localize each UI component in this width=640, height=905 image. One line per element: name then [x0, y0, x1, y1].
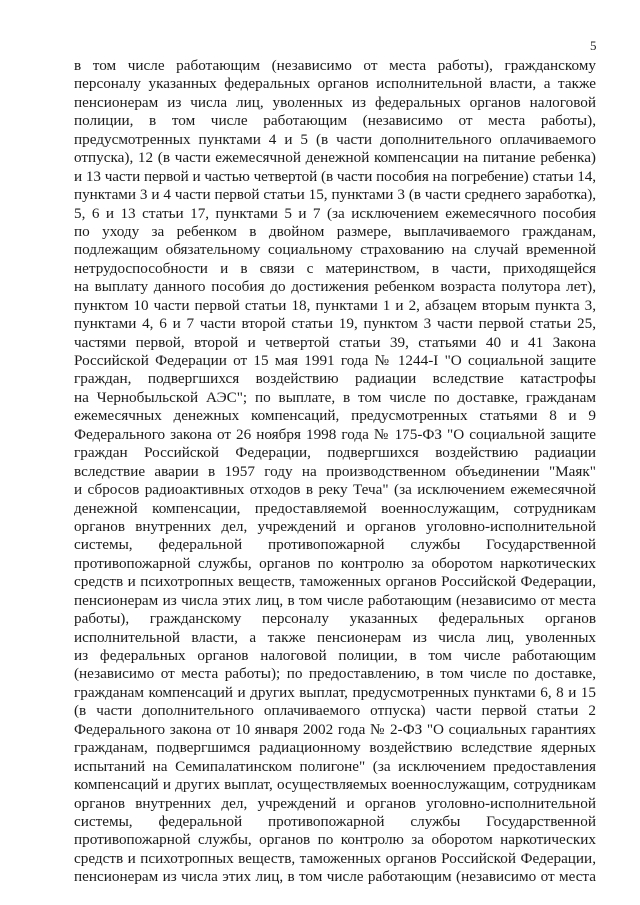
- text-line: средств и психотропных веществ, таможенных органов Российской Федерации,: [74, 849, 596, 867]
- text-line: и сбросов радиоактивных отходов в реку Теча" (за исключением ежемесячной: [74, 481, 596, 499]
- text-line: органов внутренних дел, учреждений и органов уголовно-исполнительной: [74, 794, 596, 812]
- page-number: 5: [590, 38, 597, 53]
- text-line: в том числе работающим (независимо от места работы), гражданскому: [74, 57, 596, 74]
- text-line: системы, федеральной противопожарной службы Государственной: [74, 536, 596, 554]
- text-line: компенсаций и других выплат, осуществляемых военнослужащим, сотрудникам: [74, 776, 596, 794]
- text-line: средств и психотропных веществ, таможенных органов Российской Федерации,: [74, 573, 596, 591]
- text-line: органов внутренних дел, учреждений и органов уголовно-исполнительной: [74, 517, 596, 535]
- text-line: отпуска), 12 (в части ежемесячной денежной компенсации на питание ребенка): [74, 149, 596, 167]
- text-line: полиции, в том числе работающим (независимо от места работы),: [74, 112, 596, 130]
- text-line: пенсионерам из числа этих лиц, в том числе работающим (независимо от места: [74, 591, 596, 609]
- text-line: гражданам, подвергшимся радиационному воздействию вследствие ядерных: [74, 739, 596, 757]
- text-line: гражданам компенсаций и других выплат, предусмотренных пунктами 6, 8 и 15: [74, 683, 596, 701]
- text-line: из федеральных органов налоговой полиции, в том числе работающим: [74, 647, 596, 664]
- text-line: пунктами 3 и 4 части первой статьи 15, пунктами 3 (в части среднего заработка),: [74, 186, 596, 204]
- text-line: пенсионерам из числа этих лиц, в том числе работающим (независимо от места: [74, 868, 596, 886]
- text-line: (в части дополнительного оплачиваемого отпуска) части первой статьи 2: [74, 702, 596, 720]
- text-line: пунктами 4, 6 и 7 части второй статьи 19, пунктом 3 части первой статьи 25,: [74, 315, 596, 333]
- body-paragraph: [74, 57, 596, 887]
- text-line: подлежащим обязательному социальному страхованию на случай временной: [74, 241, 596, 259]
- text-line: пунктом 10 части первой статьи 18, пунктами 1 и 2, абзацем вторым пункта 3,: [74, 296, 596, 314]
- text-line: противопожарной службы, органов по контролю за оборотом наркотических: [74, 554, 596, 572]
- text-line: (независимо от места работы); по предоставлению, в том числе по доставке,: [74, 665, 596, 683]
- text-line: Федерального закона от 10 января 2002 года № 2-ФЗ "О социальных гарантиях: [74, 720, 596, 738]
- text-line: 5, 6 и 13 статьи 17, пунктами 5 и 7 (за исключением ежемесячного пособия: [74, 204, 596, 222]
- text-line: испытаний на Семипалатинском полигоне" (за исключением предоставления: [74, 757, 596, 775]
- text-line: нетрудоспособности и в связи с материнством, в части, приходящейся: [74, 259, 596, 277]
- text-line: Федерального закона от 26 ноября 1998 года № 175-ФЗ "О социальной защите: [74, 425, 596, 443]
- text-line: на выплату данного пособия до достижения ребенком возраста полутора лет),: [74, 278, 596, 296]
- text-line: работы), гражданскому персоналу указанных федеральных органов: [74, 610, 596, 628]
- text-line: денежной компенсации, предоставляемой военнослужащим, сотрудникам: [74, 499, 596, 517]
- text-line: Российской Федерации от 15 мая 1991 года № 1244-I "О социальной защите: [74, 352, 596, 369]
- text-line: и 13 части первой и частью четвертой (в части пособия на погребение) статьи 14,: [74, 167, 596, 185]
- text-line: системы, федеральной противопожарной службы Государственной: [74, 812, 596, 830]
- text-line: ежемесячных денежных компенсаций, предусмотренных статьями 8 и 9: [74, 407, 596, 425]
- text-line: предусмотренных пунктами 4 и 5 (в части дополнительного оплачиваемого: [74, 130, 596, 148]
- text-line: вследствие аварии в 1957 году на производственном объединении "Маяк": [74, 462, 596, 480]
- text-line: противопожарной службы, органов по контролю за оборотом наркотических: [74, 831, 596, 849]
- text-line: граждан Российской Федерации, подвергшихся воздействию радиации: [74, 444, 596, 462]
- text-line: по уходу за ребенком в двойном размере, выплачиваемого гражданам,: [74, 222, 596, 240]
- text-line: частями первой, второй и четвертой статьи 39, статьями 40 и 41 Закона: [74, 333, 596, 351]
- text-line: пенсионерам из числа лиц, уволенных из федеральных органов налоговой: [74, 93, 596, 111]
- text-line: на Чернобыльской АЭС"; по выплате, в том числе по доставке, гражданам: [74, 388, 596, 406]
- text-line: персоналу указанных федеральных органов исполнительной власти, а также: [74, 75, 596, 93]
- text-line: граждан, подвергшихся воздействию радиации вследствие катастрофы: [74, 370, 596, 388]
- text-line: исполнительной власти, а также пенсионерам из числа лиц, уволенных: [74, 628, 596, 646]
